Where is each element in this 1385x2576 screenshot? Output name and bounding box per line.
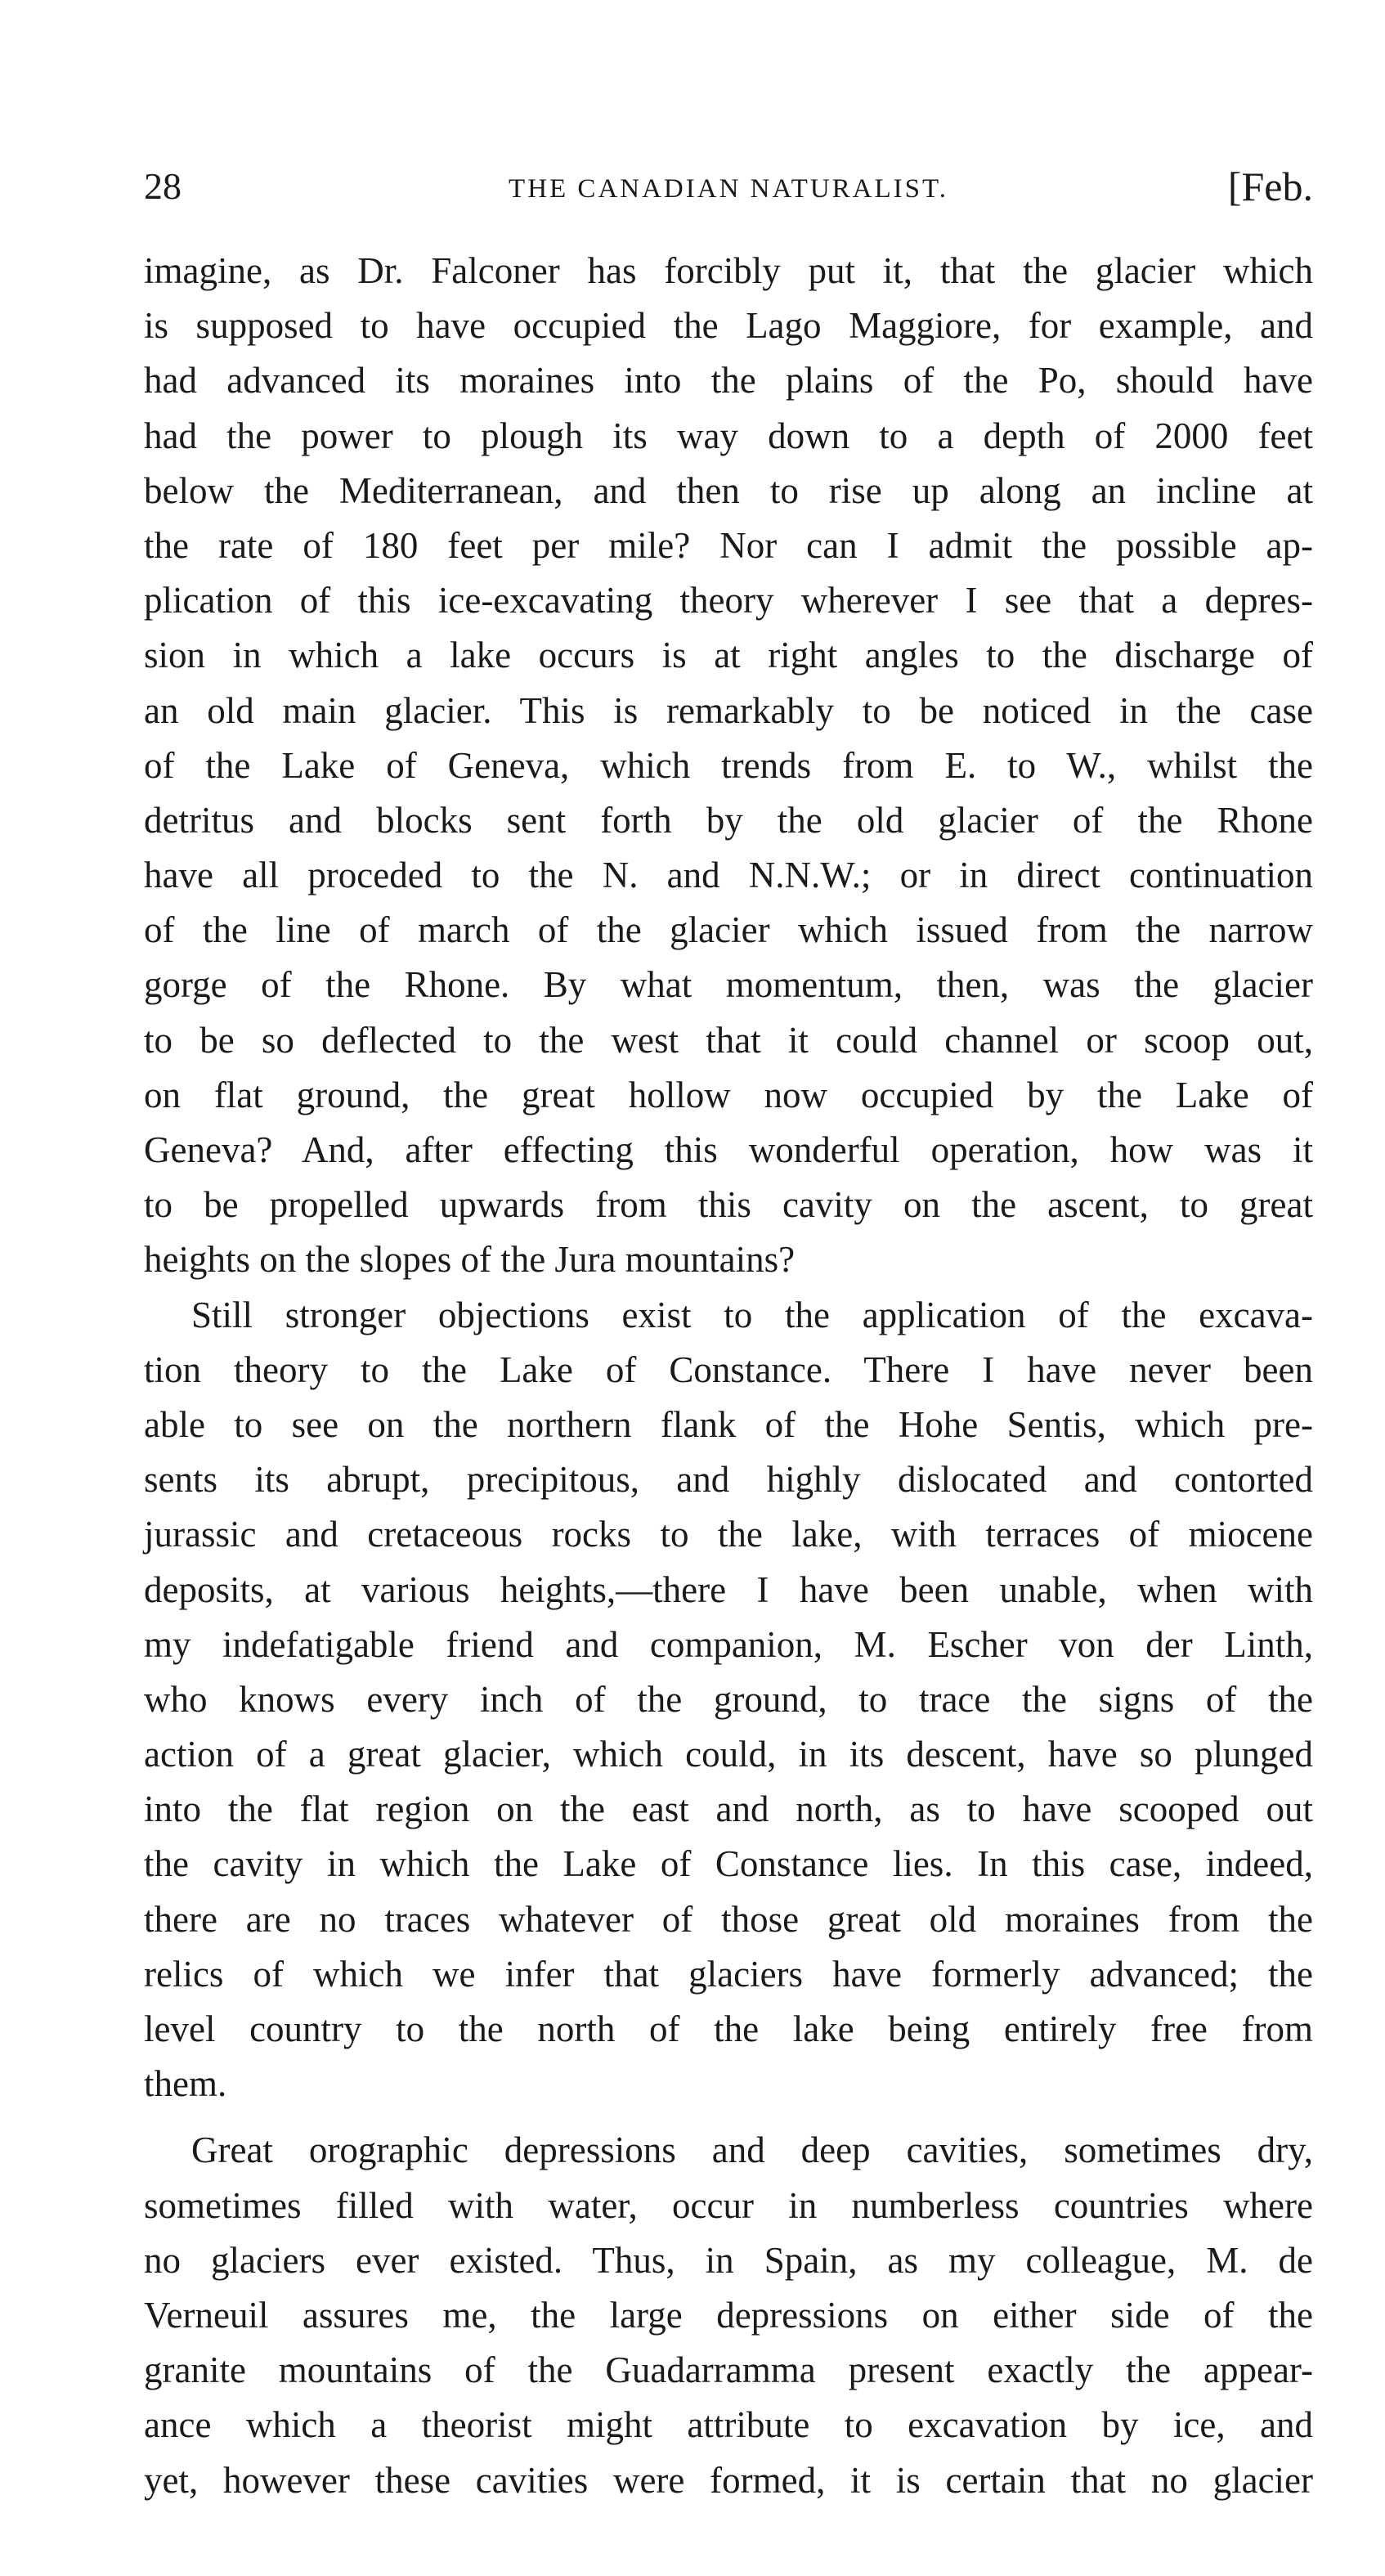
text-line: my indefatigable friend and companion, M. Escher von der Linth, bbox=[144, 1623, 1313, 1665]
text-line: there are no traces whatever of those great old moraines from the bbox=[144, 1898, 1313, 1940]
text-line: jurassic and cretaceous rocks to the lake, with terraces of miocene bbox=[144, 1514, 1313, 1555]
text-line: deposits, at various heights,—there I have been unable, when with bbox=[144, 1568, 1313, 1610]
text-line: no glaciers ever existed. Thus, in Spain, as my colleague, M. de bbox=[144, 2239, 1313, 2281]
paragraph-1 bbox=[144, 244, 1313, 1288]
text-line: Great orographic depressions and deep cavities, sometimes dry, bbox=[191, 2129, 1313, 2171]
text-line: to be propelled upwards from this cavity on the ascent, to great bbox=[144, 1184, 1313, 1226]
text-line: able to see on the northern flank of the Hohe Sentis, which pre- bbox=[144, 1403, 1313, 1445]
text-line: of the Lake of Geneva, which trends from E. to W., whilst the bbox=[144, 744, 1313, 786]
journal-title: THE CANADIAN NATURALIST. bbox=[509, 174, 948, 204]
text-line: into the flat region on the east and north, as to have scooped out bbox=[144, 1788, 1313, 1830]
text-line: sometimes filled with water, occur in numberless countries where bbox=[144, 2184, 1313, 2226]
text-line: on flat ground, the great hollow now occupied by the Lake of bbox=[144, 1074, 1313, 1115]
text-line: had advanced its moraines into the plains of the Po, should have bbox=[144, 360, 1313, 402]
text-line: to be so deflected to the west that it could channel or scoop out, bbox=[144, 1019, 1313, 1061]
text-line: had the power to plough its way down to a depth of 2000 feet bbox=[144, 415, 1313, 456]
issue-month: [Feb. bbox=[1227, 164, 1313, 209]
text-line: have all proceded to the N. and N.N.W.; or in direct continuation bbox=[144, 855, 1313, 896]
text-line: imagine, as Dr. Falconer has forcibly put it, that the glacier which bbox=[144, 250, 1313, 291]
text-line: tion theory to the Lake of Constance. There I have never been bbox=[144, 1349, 1313, 1390]
text-line: yet, however these cavities were formed, it is certain that no glacier bbox=[144, 2459, 1313, 2501]
text-line: of the line of march of the glacier which issued from the narrow bbox=[144, 909, 1313, 951]
text-line: sents its abrupt, precipitous, and highly dislocated and contorted bbox=[144, 1459, 1313, 1501]
text-line: the cavity in which the Lake of Constance lies. In this case, indeed, bbox=[144, 1843, 1313, 1885]
text-line: them. bbox=[144, 2063, 227, 2105]
text-line: who knows every inch of the ground, to trace the signs of the bbox=[144, 1678, 1313, 1720]
text-line: an old main glacier. This is remarkably to be noticed in the case bbox=[144, 689, 1313, 731]
text-line: ance which a theorist might attribute to excavation by ice, and bbox=[144, 2404, 1313, 2446]
text-line: gorge of the Rhone. By what momentum, then, was the glacier bbox=[144, 964, 1313, 1006]
text-line: detritus and blocks sent forth by the old glacier of the Rhone bbox=[144, 799, 1313, 841]
text-line: Still stronger objections exist to the application of the excava- bbox=[191, 1294, 1313, 1335]
text-line: below the Mediterranean, and then to rise up along an incline at bbox=[144, 469, 1313, 511]
text-line: plication of this ice-excavating theory wherever I see that a depres- bbox=[144, 580, 1313, 622]
page-number: 28 bbox=[144, 165, 182, 207]
text-line: is supposed to have occupied the Lago Maggiore, for example, and bbox=[144, 305, 1313, 347]
text-line: the rate of 180 feet per mile? Nor can I admit the possible ap- bbox=[144, 524, 1313, 566]
text-line: heights on the slopes of the Jura mountains? bbox=[144, 1239, 796, 1281]
text-line: level country to the north of the lake being entirely free from bbox=[144, 2008, 1313, 2049]
text-line: sion in which a lake occurs is at right angles to the discharge of bbox=[144, 635, 1313, 676]
text-line: action of a great glacier, which could, in its descent, have so plunged bbox=[144, 1734, 1313, 1775]
text-line: Geneva? And, after effecting this wonderful operation, how was it bbox=[144, 1129, 1313, 1170]
text-line: Verneuil assures me, the large depressions on either side of the bbox=[144, 2294, 1313, 2336]
text-line: granite mountains of the Guadarramma present exactly the appear- bbox=[144, 2349, 1313, 2391]
paragraph-gap bbox=[144, 2112, 1313, 2123]
article-body bbox=[144, 244, 1313, 2508]
text-line: relics of which we infer that glaciers have formerly advanced; the bbox=[144, 1953, 1313, 1995]
running-header bbox=[144, 162, 1313, 219]
paragraph-2 bbox=[144, 1288, 1313, 2112]
paragraph-3 bbox=[144, 2123, 1313, 2507]
